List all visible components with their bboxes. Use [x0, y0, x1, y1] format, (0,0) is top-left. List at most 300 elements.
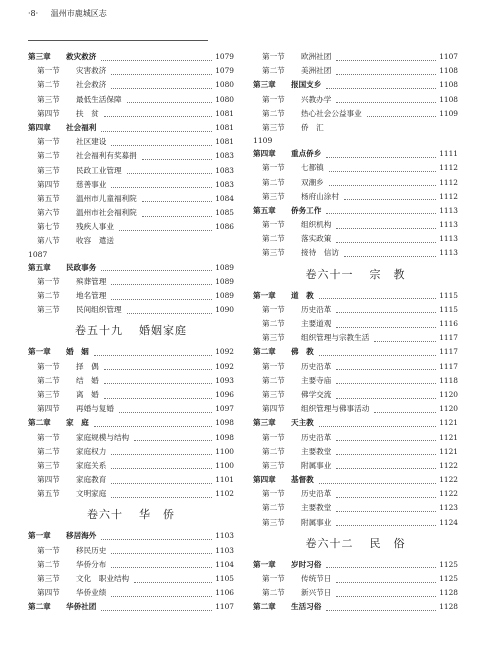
toc-page-number: 1090 — [215, 305, 234, 315]
toc-chapter-number: 第二节 — [262, 503, 285, 513]
toc-entry-title: 基督教 — [291, 475, 314, 485]
toc-section-row — [28, 402, 234, 416]
toc-leader-dots — [326, 567, 436, 568]
toc-continuation-row — [28, 249, 234, 261]
toc-entry-title: 文明家庭 — [76, 489, 107, 499]
toc-entry-title: 家庭权力 — [76, 446, 107, 456]
toc-page-number: 1121 — [439, 418, 458, 428]
toc-page-number: 1083 — [215, 151, 234, 161]
toc-page-number: 1101 — [215, 475, 234, 485]
toc-leader-dots — [336, 596, 436, 597]
toc-page-number: 1089 — [215, 262, 234, 272]
toc-section-row — [28, 178, 234, 192]
toc-entry-title: 最低生活保障 — [76, 94, 122, 104]
toc-entry-title: 华侨分布 — [76, 559, 107, 569]
toc-section-row — [253, 303, 458, 317]
toc-page-number: 1117 — [439, 347, 458, 357]
toc-entry-title: 佛学交流 — [301, 389, 332, 399]
toc-entry-title: 新兴节日 — [301, 588, 332, 598]
toc-chapter-number: 第五节 — [37, 489, 60, 499]
toc-entry-title: 接待 信访 — [301, 248, 339, 258]
toc-section-row — [28, 388, 234, 402]
toc-section-row — [253, 246, 458, 260]
toc-leader-dots — [336, 398, 436, 399]
toc-chapter-number: 第四节 — [37, 179, 60, 189]
toc-entry-title: 侨务工作 — [291, 205, 322, 215]
toc-page-number: 1122 — [439, 489, 458, 499]
toc-chapter-number: 第四章 — [253, 475, 276, 485]
toc-chapter-number: 第二章 — [253, 347, 276, 357]
toc-page-number: 1125 — [439, 559, 458, 569]
toc-entry-title: 家 庭 — [66, 418, 89, 428]
toc-chapter-number: 第三章 — [253, 418, 276, 428]
toc-leader-dots — [134, 440, 212, 441]
toc-entry-title: 温州市社会福利院 — [76, 208, 137, 218]
toc-section-row — [28, 93, 234, 107]
toc-leader-dots — [127, 313, 213, 314]
toc-page-number: 1113 — [439, 234, 458, 244]
toc-page-number: 1120 — [439, 404, 458, 414]
toc-chapter-number: 第二节 — [37, 291, 60, 300]
toc-entry-title: 社会福利有奖募捐 — [76, 151, 137, 161]
toc-chapter-number: 第一节 — [262, 361, 285, 371]
toc-section-row — [253, 572, 458, 586]
toc-leader-dots — [367, 116, 436, 117]
toc-leader-dots — [104, 116, 212, 117]
toc-chapter-row — [253, 473, 458, 487]
toc-entry-title: 地名管理 — [76, 291, 107, 300]
toc-chapter-number: 第二节 — [262, 588, 285, 598]
toc-page-number: 1084 — [215, 193, 234, 203]
toc-chapter-number: 第三章 — [253, 80, 276, 90]
toc-page-number: 1080 — [215, 94, 234, 104]
toc-entry-title: 兴教办学 — [301, 94, 332, 104]
toc-leader-dots — [336, 369, 436, 370]
toc-page-number: 1102 — [215, 489, 234, 499]
toc-chapter-number: 第三节 — [37, 574, 60, 583]
toc-section-row — [253, 107, 458, 121]
toc-chapter-number: 第一章 — [253, 559, 276, 569]
toc-leader-dots — [104, 398, 212, 399]
toc-entry-title: 双潮乡 — [301, 177, 324, 187]
toc-chapter-row — [253, 204, 458, 218]
toc-entry-title: 落实政策 — [301, 234, 332, 244]
toc-page-number: 1113 — [439, 220, 458, 230]
toc-chapter-number: 第三节 — [37, 165, 60, 175]
toc-chapter-number: 第五节 — [37, 193, 60, 203]
toc-leader-dots — [336, 60, 436, 61]
toc-page-number: 1120 — [439, 389, 458, 399]
toc-entry-title: 社区建设 — [76, 137, 107, 147]
toc-chapter-number: 第五章 — [253, 205, 276, 215]
volume-number: 卷六十 — [87, 508, 123, 522]
toc-leader-dots — [104, 383, 212, 384]
toc-entry-title: 1087 — [28, 249, 48, 259]
toc-section-row — [28, 360, 234, 374]
toc-page-number: 1112 — [439, 191, 458, 201]
toc-chapter-number: 第三节 — [37, 94, 60, 104]
toc-entry-title: 家庭教育 — [76, 475, 107, 485]
toc-chapter-number: 第一节 — [37, 432, 60, 442]
toc-section-row — [253, 190, 458, 204]
toc-entry-title: 文化 职业结构 — [76, 574, 130, 583]
toc-page-number: 1108 — [439, 80, 458, 90]
toc-left-column — [28, 50, 234, 615]
toc-entry-title: 历史沿革 — [301, 304, 332, 314]
toc-right-column — [253, 50, 458, 615]
toc-entry-title: 华侨业绩 — [76, 588, 107, 598]
toc-leader-dots — [336, 327, 436, 328]
toc-entry-title: 主要道观 — [301, 319, 332, 328]
toc-section-row — [28, 586, 234, 600]
toc-leader-dots — [329, 171, 436, 172]
toc-chapter-number: 第一节 — [262, 163, 285, 173]
toc-chapter-number: 第二章 — [28, 418, 51, 428]
toc-entry-title: 组织机构 — [301, 220, 332, 230]
toc-entry-title: 欧洲社团 — [301, 52, 332, 61]
toc-entry-title: 家庭关系 — [76, 460, 107, 470]
volume-title: 华 侨 — [139, 508, 175, 522]
toc-chapter-number: 第二节 — [262, 108, 285, 118]
toc-chapter-number: 第二节 — [262, 375, 285, 385]
toc-leader-dots — [127, 173, 213, 174]
toc-entry-title: 重点侨乡 — [291, 149, 322, 159]
toc-section-row — [28, 206, 234, 220]
toc-page-number: 1100 — [215, 460, 234, 470]
toc-leader-dots — [111, 553, 212, 554]
toc-page-number: 1098 — [215, 418, 234, 428]
toc-leader-dots — [101, 60, 212, 61]
page-number: ·8· — [28, 9, 39, 18]
toc-page-number: 1089 — [215, 291, 234, 300]
toc-chapter-number: 第一节 — [262, 574, 285, 583]
toc-entry-title: 移民历史 — [76, 545, 107, 555]
toc-section-row — [253, 516, 458, 530]
toc-leader-dots — [336, 228, 436, 229]
toc-leader-dots — [326, 157, 436, 158]
toc-leader-dots — [134, 582, 212, 583]
toc-chapter-number: 第四节 — [37, 588, 60, 598]
toc-leader-dots — [336, 242, 436, 243]
volume-number: 卷六十一 — [305, 267, 354, 281]
toc-section-row — [28, 78, 234, 92]
toc-page-number: 1121 — [439, 432, 458, 442]
toc-chapter-number: 第二节 — [262, 66, 285, 76]
toc-entry-title: 残疾人事业 — [76, 222, 114, 232]
toc-leader-dots — [319, 355, 436, 356]
toc-page-number: 1116 — [439, 319, 458, 328]
toc-chapter-number: 第二章 — [28, 602, 51, 612]
toc-page-number: 1081 — [215, 122, 234, 132]
toc-chapter-number: 第一节 — [262, 52, 285, 61]
toc-leader-dots — [336, 454, 436, 455]
toc-section-row — [253, 317, 458, 331]
toc-leader-dots — [111, 74, 212, 75]
toc-entry-title: 灾害救济 — [76, 66, 107, 76]
toc-entry-title: 组织管理与宗教生活 — [301, 333, 370, 343]
toc-chapter-number: 第三节 — [262, 122, 285, 132]
toc-section-row — [28, 289, 234, 303]
toc-page-number: 1117 — [439, 361, 458, 371]
toc-continuation-row — [253, 135, 458, 147]
toc-page-number: 1125 — [439, 574, 458, 583]
toc-entry-title: 历史沿革 — [301, 361, 332, 371]
toc-chapter-row — [253, 416, 458, 430]
toc-chapter-number: 第一章 — [28, 531, 51, 541]
toc-section-row — [253, 487, 458, 501]
toc-entry-title: 生活习俗 — [291, 602, 322, 612]
toc-page-number: 1097 — [215, 404, 234, 414]
toc-leader-dots — [104, 369, 212, 370]
toc-section-row — [28, 234, 234, 248]
toc-entry-title: 家庭规模与结构 — [76, 432, 130, 442]
toc-section-row — [28, 164, 234, 178]
toc-chapter-row — [28, 121, 234, 135]
toc-page-number: 1086 — [215, 222, 234, 232]
toc-chapter-number: 第一节 — [37, 276, 60, 286]
toc-leader-dots — [111, 567, 212, 568]
toc-chapter-number: 第二节 — [37, 375, 60, 385]
toc-entry-title: 华侨社团 — [66, 602, 97, 612]
toc-leader-dots — [319, 483, 436, 484]
toc-section-row — [28, 149, 234, 163]
toc-chapter-number: 第四章 — [253, 149, 276, 159]
toc-page-number: 1089 — [215, 276, 234, 286]
toc-page-number: 1121 — [439, 446, 458, 456]
toc-section-row — [253, 161, 458, 175]
toc-chapter-number: 第二节 — [37, 446, 60, 456]
toc-leader-dots — [142, 201, 212, 202]
toc-leader-dots — [111, 187, 212, 188]
toc-leader-dots — [142, 216, 212, 217]
toc-section-row — [28, 431, 234, 445]
toc-page-number: 1081 — [215, 108, 234, 118]
toc-entry-title: 救灾救济 — [66, 52, 97, 61]
toc-entry-title: 美洲社团 — [301, 66, 332, 76]
toc-leader-dots — [111, 88, 212, 89]
toc-chapter-number: 第二节 — [262, 234, 285, 244]
page-header — [28, 8, 228, 20]
toc-page-number: 1103 — [215, 531, 234, 541]
toc-chapter-number: 第四章 — [28, 122, 51, 132]
toc-leader-dots — [111, 299, 212, 300]
toc-section-row — [253, 218, 458, 232]
toc-chapter-row — [253, 345, 458, 359]
toc-page-number: 1109 — [439, 108, 458, 118]
toc-chapter-row — [28, 600, 234, 614]
toc-page-number: 1112 — [439, 177, 458, 187]
toc-chapter-number: 第三节 — [37, 460, 60, 470]
volume-title: 宗 教 — [369, 267, 406, 281]
toc-leader-dots — [336, 525, 436, 526]
toc-chapter-number: 第二节 — [37, 151, 60, 161]
toc-leader-dots — [336, 383, 436, 384]
toc-chapter-number: 第三节 — [262, 460, 285, 470]
toc-leader-dots — [119, 230, 212, 231]
toc-page-number: 1092 — [215, 347, 234, 357]
toc-chapter-row — [253, 289, 458, 303]
toc-chapter-number: 第三章 — [28, 52, 51, 61]
toc-chapter-number: 第一节 — [37, 545, 60, 555]
toc-leader-dots — [336, 468, 436, 469]
toc-leader-dots — [127, 102, 213, 103]
volume-heading — [253, 261, 458, 289]
toc-entry-title: 移居海外 — [66, 531, 97, 541]
toc-section-row — [28, 303, 234, 317]
toc-page-number: 1079 — [215, 52, 234, 61]
toc-section-row — [28, 64, 234, 78]
toc-page-number: 1113 — [439, 248, 458, 258]
toc-page-number: 1115 — [439, 304, 458, 314]
toc-leader-dots — [326, 88, 436, 89]
toc-entry-title: 民政事务 — [66, 262, 97, 272]
toc-chapter-number: 第一章 — [28, 347, 51, 357]
toc-section-row — [28, 374, 234, 388]
toc-chapter-number: 第八节 — [37, 236, 60, 246]
toc-leader-dots — [119, 412, 212, 413]
toc-entry-title: 组织管理与佛事活动 — [301, 404, 370, 414]
toc-section-row — [253, 431, 458, 445]
toc-chapter-number: 第三节 — [262, 248, 285, 258]
toc-section-row — [253, 121, 458, 135]
toc-chapter-row — [28, 529, 234, 543]
toc-chapter-number: 第一节 — [37, 361, 60, 371]
toc-chapter-row — [253, 78, 458, 92]
book-title: 温州市鹿城区志 — [50, 9, 107, 18]
toc-page-number: 1092 — [215, 361, 234, 371]
toc-page-number: 1096 — [215, 389, 234, 399]
toc-entry-title: 慈善事业 — [76, 179, 107, 189]
toc-leader-dots — [111, 483, 212, 484]
toc-leader-dots — [111, 145, 212, 146]
toc-page-number: 1100 — [215, 446, 234, 456]
toc-section-row — [253, 586, 458, 600]
toc-leader-dots — [344, 256, 436, 257]
toc-chapter-row — [28, 416, 234, 430]
toc-entry-title: 社会救济 — [76, 80, 107, 90]
toc-leader-dots — [111, 284, 212, 285]
volume-heading — [253, 530, 458, 558]
toc-page-number: 1108 — [439, 66, 458, 76]
toc-chapter-number: 第四节 — [262, 404, 285, 414]
toc-section-row — [253, 176, 458, 190]
toc-leader-dots — [111, 454, 212, 455]
toc-entry-title: 再婚与复婚 — [76, 404, 114, 414]
toc-section-row — [28, 192, 234, 206]
toc-page-number: 1111 — [439, 149, 458, 159]
toc-chapter-row — [28, 50, 234, 64]
toc-entry-title: 热心社会公益事业 — [301, 108, 362, 118]
toc-leader-dots — [336, 511, 436, 512]
toc-page-number: 1081 — [215, 137, 234, 147]
toc-entry-title: 收容 遣送 — [76, 236, 114, 246]
toc-leader-dots — [336, 102, 436, 103]
volume-number: 卷五十九 — [75, 324, 123, 338]
toc-leader-dots — [111, 497, 212, 498]
toc-page-number: 1098 — [215, 432, 234, 442]
toc-page-number: 1107 — [439, 52, 458, 61]
toc-section-row — [28, 558, 234, 572]
toc-leader-dots — [94, 426, 212, 427]
toc-entry-title: 民间组织管理 — [76, 305, 122, 315]
toc-section-row — [253, 64, 458, 78]
toc-section-row — [253, 50, 458, 64]
volume-number: 卷六十二 — [305, 536, 354, 550]
toc-chapter-number: 第一节 — [37, 66, 60, 76]
toc-chapter-number: 第五章 — [28, 262, 51, 272]
toc-chapter-number: 第二节 — [37, 559, 60, 569]
toc-entry-title: 七都镇 — [301, 163, 324, 173]
volume-heading — [28, 501, 234, 529]
toc-leader-dots — [111, 468, 212, 469]
toc-entry-title: 传统节日 — [301, 574, 332, 583]
toc-page-number: 1128 — [439, 588, 458, 598]
toc-entry-title: 主要教堂 — [301, 503, 332, 513]
toc-section-row — [253, 459, 458, 473]
toc-page-number: 1083 — [215, 165, 234, 175]
toc-chapter-number: 第四节 — [37, 108, 60, 118]
toc-entry-title: 附属事业 — [301, 517, 332, 527]
toc-chapter-number: 第四节 — [37, 404, 60, 414]
toc-page-number: 1107 — [215, 602, 234, 612]
toc-page-number: 1113 — [439, 205, 458, 215]
toc-chapter-number: 第三节 — [262, 389, 285, 399]
toc-chapter-number: 第三节 — [262, 517, 285, 527]
toc-page-number: 1104 — [215, 559, 234, 569]
toc-entry-title: 社会福利 — [66, 122, 97, 132]
toc-page-number: 1083 — [215, 179, 234, 189]
toc-section-row — [253, 331, 458, 345]
toc-page-number: 1122 — [439, 460, 458, 470]
toc-page-number: 1123 — [439, 503, 458, 513]
toc-page-number: 1079 — [215, 66, 234, 76]
toc-section-row — [28, 107, 234, 121]
toc-chapter-number: 第一节 — [262, 489, 285, 499]
toc-entry-title: 择 偶 — [76, 361, 99, 371]
toc-chapter-number: 第四节 — [37, 475, 60, 485]
toc-entry-title: 主要教堂 — [301, 446, 332, 456]
toc-leader-dots — [111, 596, 212, 597]
toc-chapter-number: 第一节 — [262, 432, 285, 442]
toc-chapter-row — [253, 558, 458, 572]
toc-chapter-number: 第二节 — [262, 177, 285, 187]
toc-section-row — [253, 360, 458, 374]
toc-entry-title: 附属事业 — [301, 460, 332, 470]
toc-page-number: 1128 — [439, 602, 458, 612]
toc-page-number: 1117 — [439, 333, 458, 343]
toc-leader-dots — [142, 159, 212, 160]
toc-page-number: 1115 — [439, 290, 458, 300]
toc-chapter-number: 第三节 — [262, 333, 285, 343]
toc-leader-dots — [336, 74, 436, 75]
toc-leader-dots — [94, 355, 212, 356]
toc-entry-title: 历史沿革 — [301, 489, 332, 499]
toc-leader-dots — [336, 582, 436, 583]
toc-chapter-number: 第一节 — [262, 94, 285, 104]
toc-section-row — [253, 402, 458, 416]
toc-section-row — [253, 93, 458, 107]
volume-heading — [28, 317, 234, 345]
toc-page-number: 1085 — [215, 208, 234, 218]
toc-entry-title: 主要寺庙 — [301, 375, 332, 385]
toc-chapter-number: 第三节 — [37, 305, 60, 315]
toc-section-row — [28, 572, 234, 586]
toc-section-row — [253, 232, 458, 246]
toc-entry-title: 岁时习俗 — [291, 559, 322, 569]
toc-page-number: 1106 — [215, 588, 234, 598]
toc-chapter-number: 第一节 — [37, 137, 60, 147]
toc-page-number: 1105 — [215, 574, 234, 583]
